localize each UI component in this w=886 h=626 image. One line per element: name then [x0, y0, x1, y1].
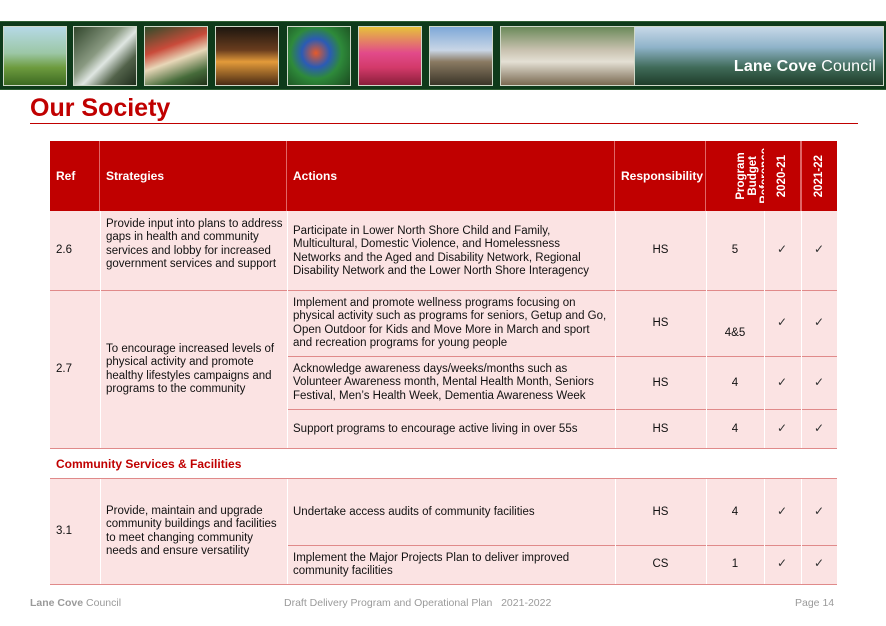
row-action: Implement the Major Projects Plan to deliver improved community facilities: [293, 552, 570, 578]
section-heading: Community Services & Facilities: [56, 457, 242, 471]
row-budget-ref: 4: [731, 506, 739, 518]
row-responsibility: CS: [652, 558, 669, 570]
row-responsibility: HS: [652, 506, 669, 518]
row-divider: [287, 545, 837, 546]
brand-light: Council: [821, 58, 876, 75]
row-responsibility: HS: [652, 377, 669, 389]
row-responsibility: HS: [652, 244, 669, 256]
row-action: Support programs to encourage active living in over 55s: [293, 423, 578, 435]
header-actions: Actions: [287, 141, 615, 211]
check-icon: ✓: [813, 375, 825, 389]
row-action: Undertake access audits of community facilities: [293, 506, 535, 518]
check-icon: ✓: [776, 421, 788, 435]
banner-photo-street-night: [215, 26, 279, 86]
banner-photo-dancers: [144, 26, 208, 86]
check-icon: ✓: [813, 556, 825, 570]
check-icon: ✓: [813, 504, 825, 518]
banner-photo-building: [429, 26, 493, 86]
row-budget-ref: 4&5: [724, 327, 746, 339]
row-divider: [50, 584, 837, 585]
check-icon: ✓: [776, 556, 788, 570]
title-divider: [30, 123, 858, 124]
footer-page-number: Page 14: [795, 597, 835, 609]
header-year-1: [764, 141, 801, 211]
row-strategy: Provide, maintain and upgrade community buildings and facilities to meet changing community needs and ensure versatility: [106, 505, 277, 558]
column-divider: [706, 211, 707, 448]
header-budget-line-1: Program: [735, 152, 747, 200]
column-divider: [801, 211, 802, 448]
row-divider: [50, 448, 837, 449]
header-banner: [0, 21, 886, 90]
header-ref: Ref: [50, 141, 100, 211]
row-divider: [287, 356, 837, 357]
row-ref: 3.1: [56, 525, 72, 537]
header-year-2: [801, 141, 837, 211]
check-icon: ✓: [776, 242, 788, 256]
banner-photo-lorikeet: [287, 26, 351, 86]
council-logo-text: [734, 58, 876, 76]
column-divider: [287, 211, 288, 448]
footer-doc-title: Draft Delivery Program and Operational Plan 2021-2022: [284, 597, 552, 609]
row-budget-ref: 4: [731, 423, 739, 435]
column-divider: [100, 211, 101, 448]
row-ref: 2.6: [56, 244, 72, 256]
row-budget-ref: 4: [731, 377, 739, 389]
check-icon: ✓: [813, 421, 825, 435]
check-icon: ✓: [813, 315, 825, 329]
check-icon: ✓: [776, 315, 788, 329]
check-icon: ✓: [776, 504, 788, 518]
banner-photo-performer: [358, 26, 422, 86]
column-divider: [615, 479, 616, 584]
footer-org-light: Council: [86, 597, 122, 609]
column-divider: [764, 479, 765, 584]
column-divider: [706, 479, 707, 584]
page-title: Our Society: [30, 94, 171, 122]
row-action: Acknowledge awareness days/weeks/months such as Volunteer Awareness month, Mental Health Month, Seniors Festival, Men’s Health Week, Dementia Awareness Week: [293, 363, 594, 402]
banner-photo-cafe-crowd: [500, 26, 635, 86]
row-budget-ref: 1: [731, 558, 739, 570]
check-icon: ✓: [813, 242, 825, 256]
table-header: [50, 141, 837, 211]
row-responsibility: HS: [652, 423, 669, 435]
row-budget-ref: 5: [731, 244, 739, 256]
header-year-2-label: 2021-22: [813, 154, 825, 198]
column-divider: [801, 479, 802, 584]
header-strategies: Strategies: [100, 141, 287, 211]
row-strategy: To encourage increased levels of physical activity and promote healthy lifestyles campaigns and programs to the community: [106, 343, 275, 396]
column-divider: [615, 211, 616, 448]
row-ref: 2.7: [56, 363, 72, 375]
row-strategy: Provide input into plans to address gaps in health and community services and lobby for increased government services and support: [106, 218, 283, 271]
brand-bold: Lane Cove: [733, 58, 817, 75]
header-responsibility: Responsibility: [615, 141, 706, 211]
banner-photo-waterfall: [73, 26, 137, 86]
check-icon: ✓: [776, 375, 788, 389]
row-divider: [287, 409, 837, 410]
header-budget-line-2: Budget: [747, 156, 759, 196]
banner-photo-river: [634, 26, 884, 86]
header-year-1-label: 2020-21: [776, 154, 788, 198]
footer-org: [30, 597, 121, 609]
row-responsibility: HS: [652, 317, 669, 329]
column-divider: [100, 479, 101, 584]
banner-photo-golf-course: [3, 26, 67, 86]
row-action: Implement and promote wellness programs focusing on physical activity such as programs for seniors, Getup and Go, Open Outdoor for Kids and Move More in March and sport and recreation programs for young people: [293, 297, 607, 350]
footer-org-bold: Lane Cove: [30, 597, 84, 609]
row-action: Participate in Lower North Shore Child and Family, Multicultural, Domestic Violence, and Homelessness Networks and the Aged and Disability Network, Regional Disability Network and the Lower North Shore Interagency: [293, 225, 589, 278]
column-divider: [287, 479, 288, 584]
column-divider: [764, 211, 765, 448]
